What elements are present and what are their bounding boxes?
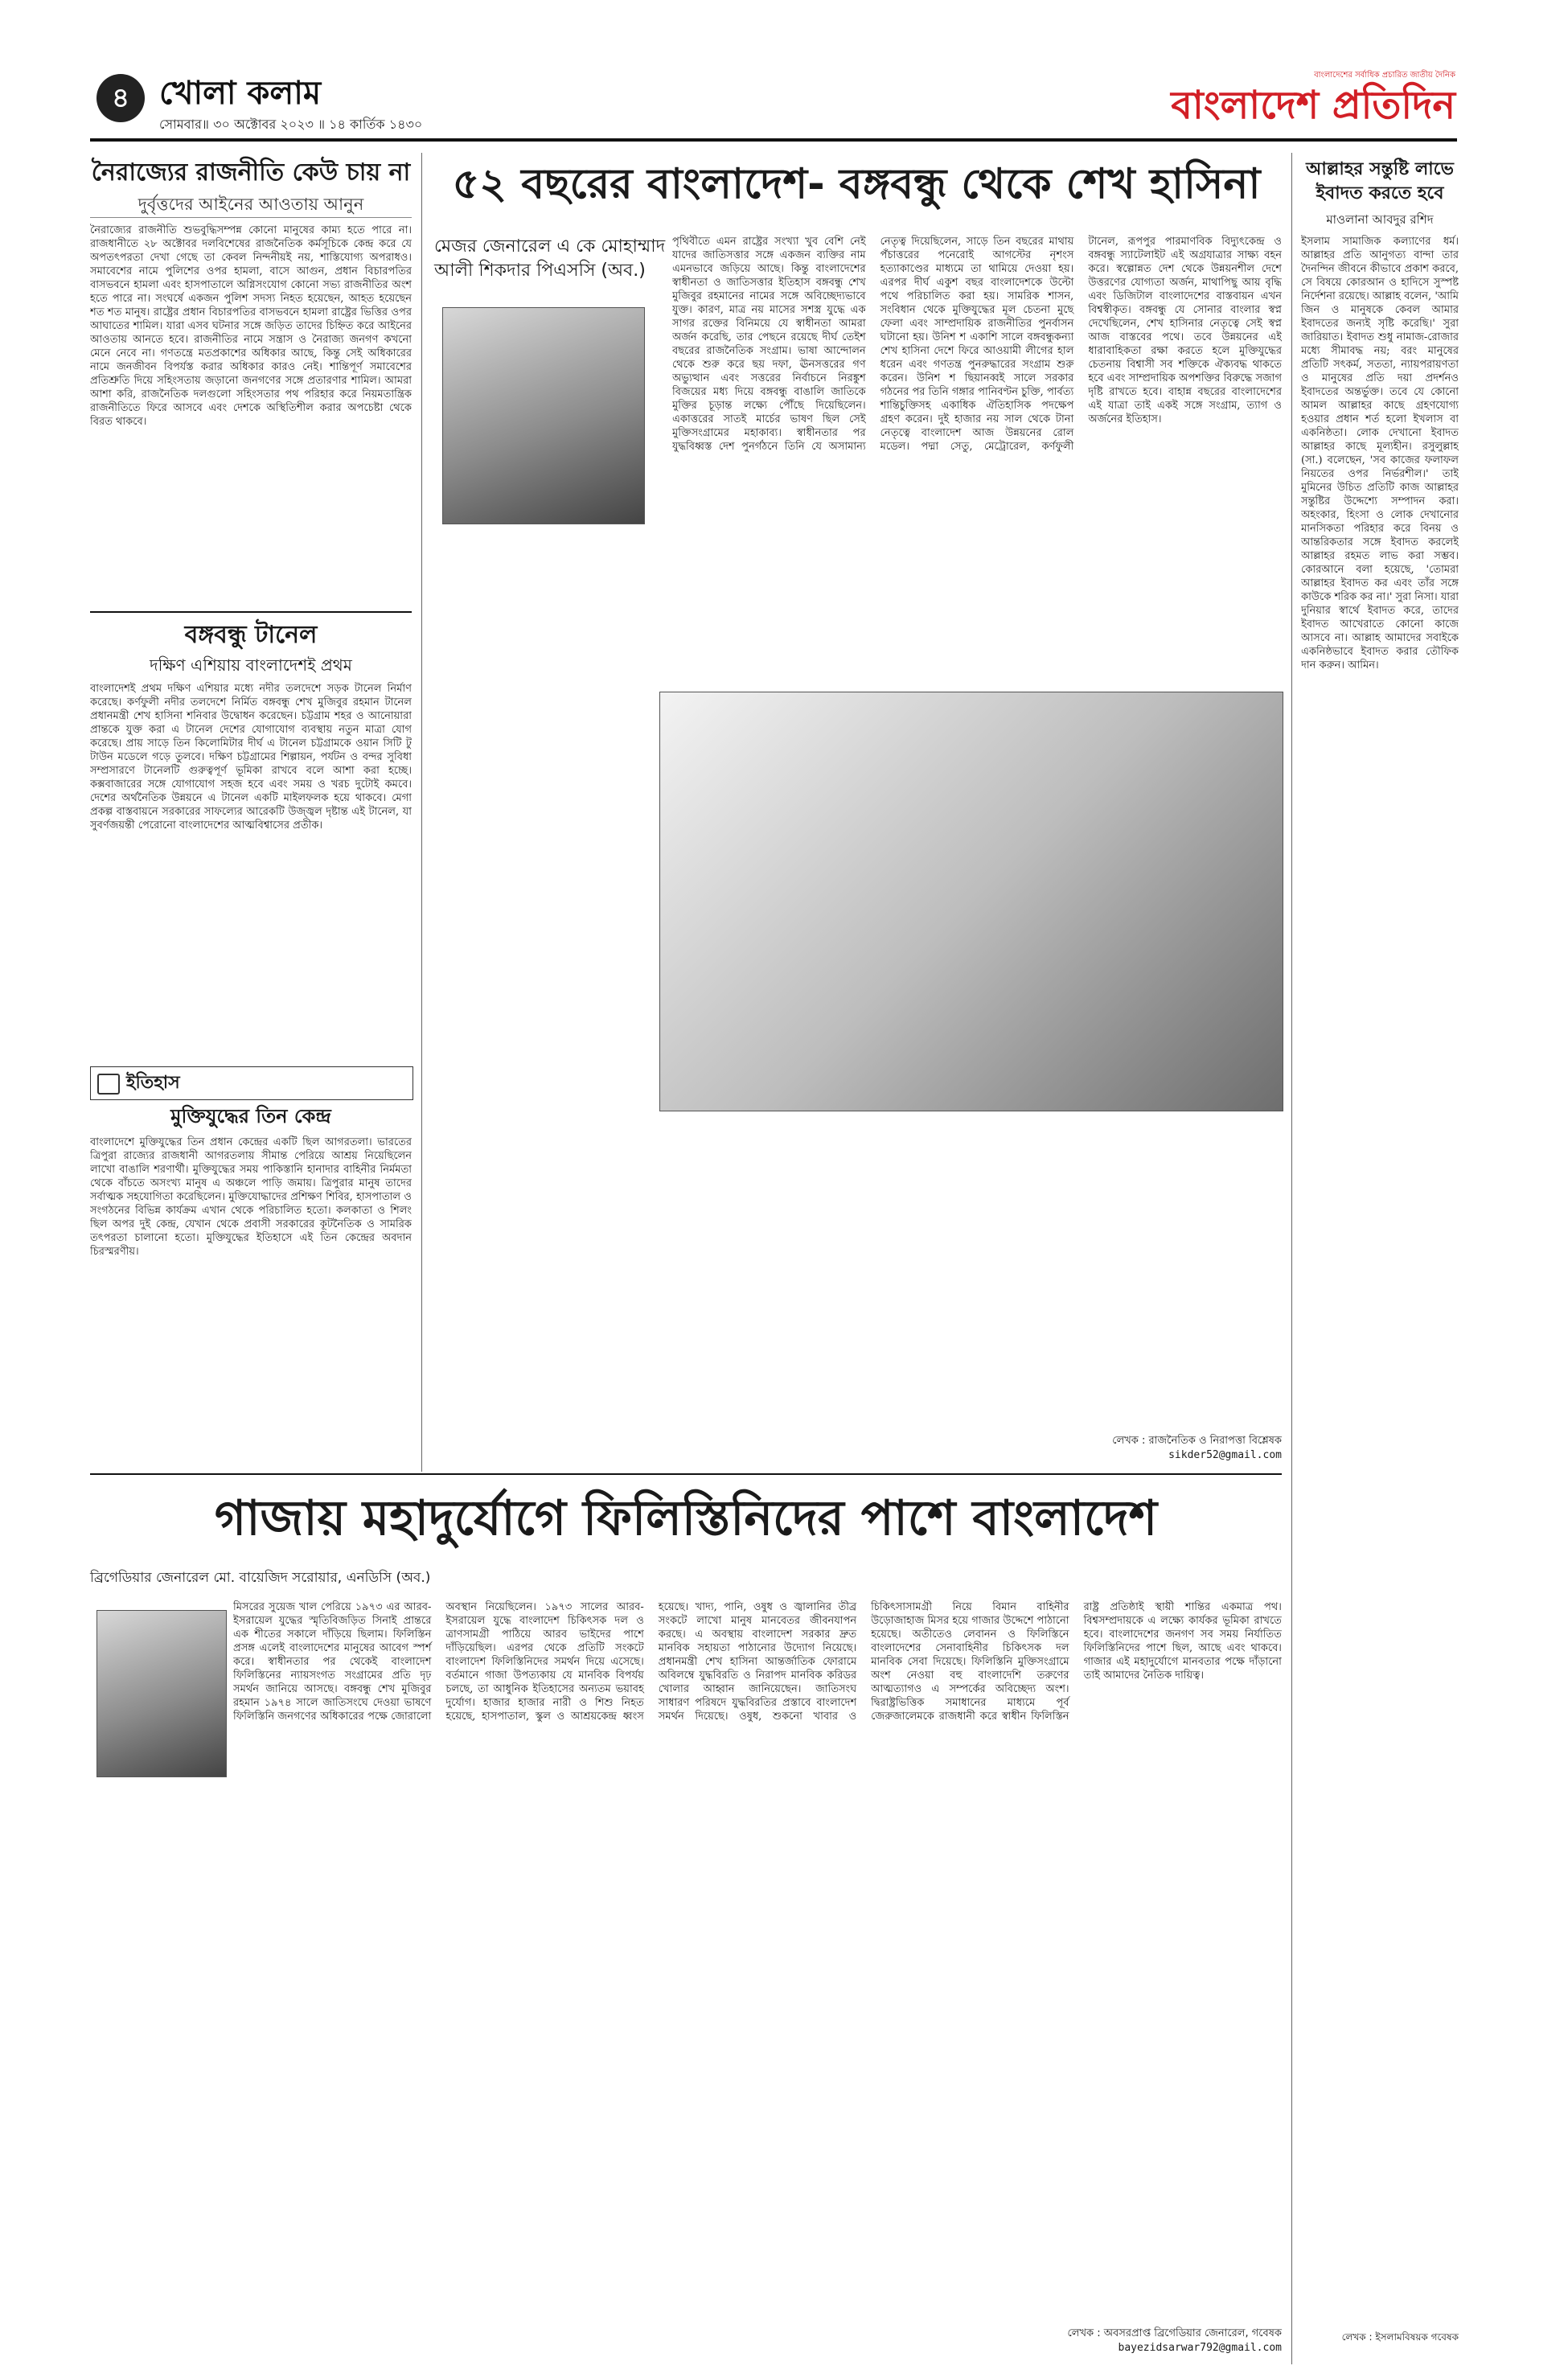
right-column-divider [1291, 153, 1292, 2364]
page-number: ৪ [111, 82, 130, 114]
right-footer: লেখক : ইসলামবিষয়ক গবেষক [1341, 2331, 1459, 2343]
history-label: ইতিহাস [126, 1073, 180, 1093]
masthead-logo: বাংলাদেশ প্রতিদিন [1171, 83, 1455, 128]
author-photo-second [96, 1610, 227, 1777]
second-article-body: মিসরের সুয়েজ খাল পেরিয়ে ১৯৭৩ এর আরব-ইসরায়েল যুদ্ধের স্মৃতিবিজড়িত সিনাই প্রান্তরে এক শীতের সকালে দাঁড়িয়ে ছিলাম। ফিলিস্তিন প্রসঙ্গ এলেই বাংলাদেশের মানুষের আবেগ স্পর্শ করে। স্বাধীনতার পর থেকেই বাংলাদেশ ফিলিস্তিনের ন্যায়সংগত সংগ্রামের প্রতি দৃঢ় সমর্থন জানিয়ে আসছে। বঙ্গবন্ধু শেখ মুজিবুর রহমান ১৯৭৪ সালে জাতিসংঘে দেওয়া ভাষণে ফিলিস্তিনি জনগণের অধিকারের পক্ষে জোরালো অবস্থান নিয়েছিলেন। ১৯৭৩ সালের আরব-ইসরায়েল যুদ্ধে বাংলাদেশ চিকিৎসক দল ও ত্রাণসামগ্রী পাঠিয়ে আরব ভাইদের পাশে দাঁড়িয়েছিল। এরপর থেকে প্রতিটি সংকটে বাংলাদেশ ফিলিস্তিনিদের সমর্থন দিয়ে এসেছে। বর্তমানে গাজা উপত্যকায় যে মানবিক বিপর্যয় চলছে, তা আধুনিক ইতিহাসের অন্যতম ভয়াবহ দুর্যোগ। হাজার হাজার নারী ও শিশু নিহত হয়েছে, হাসপাতাল, স্কুল ও আশ্রয়কেন্দ্র ধ্বংস হয়েছে। খাদ্য, পানি, ওষুধ ও জ্বালানির তীব্র সংকটে লাখো মানুষ মানবেতর জীবনযাপন করছে। এ অবস্থায় বাংলাদেশ সরকার দ্রুত মানবিক সহায়তা পাঠানোর উদ্যোগ নিয়েছে। প্রধানমন্ত্রী শেখ হাসিনা আন্তর্জাতিক ফোরামে অবিলম্বে যুদ্ধবিরতি ও নিরাপদ মানবিক করিডর খোলার আহ্বান জানিয়েছেন। জাতিসংঘ সাধারণ পরিষদে যুদ্ধবিরতির প্রস্তাবে বাংলাদেশ সমর্থন দিয়েছে। ওষুধ, শুকনো খাবার ও চিকিৎসাসামগ্রী নিয়ে বিমান বাহিনীর উড়োজাহাজ মিসর হয়ে গাজার উদ্দেশে পাঠানো হয়েছে। অতীতেও লেবানন ও ফিলিস্তিনে বাংলাদেশের সেনাবাহিনীর চিকিৎসক দল মানবিক সেবা দিয়েছে। ফিলিস্তিনি মুক্তিসংগ্রামে অংশ নেওয়া বহু বাংলাদেশি তরুণের আত্মত্যাগও এ সম্পর্কের অবিচ্ছেদ্য অংশ। দ্বিরাষ্ট্রভিত্তিক সমাধানের মাধ্যমে পূর্ব জেরুজালেমকে রাজধানী করে স্বাধীন ফিলিস্তিন রাষ্ট্র প্রতিষ্ঠাই স্থায়ী শান্তির একমাত্র পথ। বিশ্বসম্প্রদায়কে এ লক্ষ্যে কার্যকর ভূমিকা রাখতে হবে। বাংলাদেশের জনগণ সব সময় নির্যাতিত ফিলিস্তিনিদের পাশে ছিল, আছে এবং থাকবে। গাজার এই মহাদুর্যোগে মানবতার পক্ষে দাঁড়ানো তাই আমাদের নৈতিক দায়িত্ব। [233, 1601, 1282, 1723]
left-column-divider [421, 153, 422, 1472]
second-headline: গাজায় মহাদুর্যোগে ফিলিস্তিনিদের পাশে বাংলাদেশ [214, 1490, 1158, 1546]
date-line: সোমবার॥ ৩০ অক্টোবর ২০২৩ ॥ ১৪ কার্তিক ১৪৩০ [159, 117, 423, 132]
second-author: ব্রিগেডিয়ার জেনারেল মো. বায়েজিদ সরোয়ার, এনডিসি (অব.) [90, 1570, 431, 1586]
right-body: ইসলাম সামাজিক কল্যাণের ধর্ম। আল্লাহর প্রতি আনুগত্য বান্দা তার দৈনন্দিন জীবনে কীভাবে প্রকাশ করবে, সে বিষয়ে কোরআন ও হাদিসে সুস্পষ্ট নির্দেশনা রয়েছে। আল্লাহ বলেন, 'আমি জিন ও মানুষকে কেবল আমার ইবাদতের জন্যই সৃষ্টি করেছি।' সুরা জারিয়াত। ইবাদত শুধু নামাজ-রোজার মধ্যে সীমাবদ্ধ নয়; বরং মানুষের প্রতিটি সৎকর্ম, সততা, ন্যায়পরায়ণতা ও মানুষের প্রতি দয়া প্রদর্শনও ইবাদতের অন্তর্ভুক্ত। তবে যে কোনো আমল আল্লাহর কাছে গ্রহণযোগ্য হওয়ার প্রধান শর্ত হলো ইখলাস বা একনিষ্ঠতা। লোক দেখানো ইবাদত আল্লাহর কাছে মূল্যহীন। রসুলুল্লাহ (সা.) বলেছেন, 'সব কাজের ফলাফল নিয়তের ওপর নির্ভরশীল।' তাই মুমিনের উচিত প্রতিটি কাজ আল্লাহর সন্তুষ্টির উদ্দেশ্যে সম্পাদন করা। অহংকার, হিংসা ও লোক দেখানোর মানসিকতা পরিহার করে বিনয় ও আন্তরিকতার সঙ্গে ইবাদত করলেই আল্লাহর রহমত লাভ করা সম্ভব। কোরআনে বলা হয়েছে, 'তোমরা আল্লাহর ইবাদত কর এবং তাঁর সঙ্গে কাউকে শরিক কর না।' সুরা নিসা। যারা দুনিয়ার স্বার্থে ইবাদত করে, তাদের ইবাদত আখেরাতে কোনো কাজে আসবে না। আল্লাহ আমাদের সবাইকে একনিষ্ঠভাবে ইবাদত করার তৌফিক দান করুন। আমিন। [1301, 236, 1459, 672]
main-author: মেজর জেনারেল এ কে মোহাম্মাদ আলী শিকদার পিএসসি (অব.) [434, 236, 666, 281]
main-email: sikder52@gmail.com [1168, 1449, 1282, 1461]
second-email: bayezidsarwar792@gmail.com [1118, 2342, 1282, 2354]
header-rule [90, 138, 1457, 142]
second-byline-note: লেখক : অবসরপ্রাপ্ত ব্রিগেডিয়ার জেনারেল, গবেষক [1067, 2327, 1282, 2339]
main-article-body: পৃথিবীতে এমন রাষ্ট্রের সংখ্যা খুব বেশি নেই যাদের জাতিসত্তার সঙ্গে একজন ব্যক্তির নাম এমনভাবে জড়িয়ে আছে। কিন্তু বাংলাদেশের স্বাধীনতা ও জাতিসত্তার ইতিহাস বঙ্গবন্ধু শেখ মুজিবুর রহমানের নামের সঙ্গে অবিচ্ছেদ্যভাবে যুক্ত। কারণ, মাত্র নয় মাসের সশস্ত্র যুদ্ধে এক সাগর রক্তের বিনিময়ে যে স্বাধীনতা আমরা অর্জন করেছি, তার পেছনে রয়েছে দীর্ঘ তেইশ বছরের রাজনৈতিক সংগ্রাম। ভাষা আন্দোলন থেকে শুরু করে ছয় দফা, ঊনসত্তরের গণ অভ্যুত্থান এবং সত্তরের নির্বাচনে নিরঙ্কুশ বিজয়ের মধ্য দিয়ে বঙ্গবন্ধু বাঙালি জাতিকে মুক্তির চূড়ান্ত লক্ষ্যে পৌঁছে দিয়েছিলেন। একাত্তরের সাতই মার্চের ভাষণ ছিল সেই মুক্তিসংগ্রামের মহাকাব্য। স্বাধীনতার পর যুদ্ধবিধ্বস্ত দেশ পুনর্গঠনে তিনি যে অসামান্য নেতৃত্ব দিয়েছিলেন, সাড়ে তিন বছরের মাথায় পঁচাত্তরের পনেরোই আগস্টের নৃশংস হত্যাকাণ্ডের মাধ্যমে তা থামিয়ে দেওয়া হয়। এরপর দীর্ঘ একুশ বছর বাংলাদেশকে উল্টো পথে পরিচালিত করা হয়। সামরিক শাসন, সংবিধান থেকে মুক্তিযুদ্ধের মূল চেতনা মুছে ফেলা এবং সাম্প্রদায়িক রাজনীতির পুনর্বাসন ঘটানো হয়। উনিশ শ একাশি সালে বঙ্গবন্ধুকন্যা শেখ হাসিনা দেশে ফিরে আওয়ামী লীগের হাল ধরেন এবং গণতন্ত্র পুনরুদ্ধারের সংগ্রাম শুরু করেন। উনিশ শ ছিয়ানব্বই সালে সরকার গঠনের পর তিনি গঙ্গার পানিবণ্টন চুক্তি, পার্বত্য শান্তিচুক্তিসহ একাধিক ঐতিহাসিক পদক্ষেপ গ্রহণ করেন। দুই হাজার নয় সাল থেকে টানা নেতৃত্বে বাংলাদেশ আজ উন্নয়নের রোল মডেল। পদ্মা সেতু, মেট্রোরেল, কর্ণফুলী টানেল, রূপপুর পারমাণবিক বিদ্যুৎকেন্দ্র ও বঙ্গবন্ধু স্যাটেলাইট এই অগ্রযাত্রার সাক্ষ্য বহন করে। স্বল্পোন্নত দেশ থেকে উন্নয়নশীল দেশে উত্তরণের যোগ্যতা অর্জন, মাথাপিছু আয় বৃদ্ধি এবং ডিজিটাল বাংলাদেশের বাস্তবায়ন এখন বিশ্বস্বীকৃত। বঙ্গবন্ধু যে সোনার বাংলার স্বপ্ন দেখেছিলেন, শেখ হাসিনার নেতৃত্বে সেই স্বপ্ন আজ বাস্তবের পথে। তবে উন্নয়নের এই ধারাবাহিকতা রক্ষা করতে হলে মুক্তিযুদ্ধের চেতনায় বিশ্বাসী সব শক্তিকে ঐক্যবদ্ধ থাকতে হবে এবং সাম্প্রদায়িক অপশক্তির বিরুদ্ধে সজাগ দৃষ্টি রাখতে হবে। বাহান্ন বছরের বাংলাদেশের এই যাত্রা তাই একই সঙ্গে সংগ্রাম, ত্যাগ ও অর্জনের ইতিহাস। [672, 236, 1282, 453]
editorial-body: নৈরাজ্যের রাজনীতি শুভবুদ্ধিসম্পন্ন কোনো মানুষের কাম্য হতে পারে না। রাজধানীতে ২৮ অক্টোবর দলবিশেষের রাজনৈতিক কর্মসূচিকে কেন্দ্র করে যে অপতৎপরতা দেখা গেছে তা কেবল নিন্দনীয়ই নয়, শাস্তিযোগ্য অপরাধও। সমাবেশের নামে পুলিশের ওপর হামলা, বাসে আগুন, প্রধান বিচারপতির বাসভবনে হামলা এবং হাসপাতালে অগ্নিসংযোগ কোনো সভ্য রাজনীতির অংশ হতে পারে না। সংঘর্ষে একজন পুলিশ সদস্য নিহত হয়েছেন, আহত হয়েছেন শত শত মানুষ। রাষ্ট্রের প্রধান বিচারপতির বাসভবনে হামলা রাষ্ট্রের ভিত্তির ওপর আঘাতের শামিল। যারা এসব ঘটনার সঙ্গে জড়িত তাদের চিহ্নিত করে আইনের আওতায় আনতে হবে। রাজনীতির নামে সন্ত্রাস ও নৈরাজ্য জনগণ কখনো মেনে নেবে না। গণতন্ত্রে মতপ্রকাশের অধিকার আছে, কিন্তু সেই অধিকারের নামে জনজীবন বিপর্যস্ত করার অধিকার কারও নেই। শান্তিপূর্ণ সমাবেশের প্রতিশ্রুতি দিয়ে সহিংসতায় জড়ানো জনগণের সঙ্গে প্রতারণার শামিল। আমরা আশা করি, রাজনৈতিক দলগুলো সহিংসতার পথ পরিহার করে নিয়মতান্ত্রিক রাজনীতিতে ফিরে আসবে এবং দেশকে অস্থিতিশীল করার অপচেষ্টা থেকে বিরত থাকবে। [90, 224, 412, 428]
page-number-badge [96, 74, 145, 122]
second-article-rule [90, 1473, 1282, 1475]
editorial-subtitle: দুর্বৃত্তদের আইনের আওতায় আনুন [138, 195, 364, 214]
tunnel-body: বাংলাদেশই প্রথম দক্ষিণ এশিয়ার মধ্যে নদীর তলদেশে সড়ক টানেল নির্মাণ করেছে। কর্ণফুলী নদীর তলদেশে নির্মিত বঙ্গবন্ধু শেখ মুজিবুর রহমান টানেল প্রধানমন্ত্রী শেখ হাসিনা শনিবার উদ্বোধন করেছেন। চট্টগ্রাম শহর ও আনোয়ারা প্রান্তকে যুক্ত করা এ টানেল দেশের যোগাযোগ ব্যবস্থায় নতুন মাত্রা যোগ করেছে। প্রায় সাড়ে তিন কিলোমিটার দীর্ঘ এ টানেল চট্টগ্রামকে ওয়ান সিটি টু টাউন মডেলে গড়ে তুলবে। দক্ষিণ চট্টগ্রামের শিল্পায়ন, পর্যটন ও বন্দর সুবিধা সম্প্রসারণে টানেলটি গুরুত্বপূর্ণ ভূমিকা রাখবে বলে আশা করা হচ্ছে। কক্সবাজারের সঙ্গে যোগাযোগ সহজ হবে এবং সময় ও খরচ দুটোই কমবে। দেশের অর্থনৈতিক উন্নয়নে এ টানেল একটি মাইলফলক হয়ে থাকবে। মেগা প্রকল্প বাস্তবায়নে সরকারের সাফল্যের আরেকটি উজ্জ্বল দৃষ্টান্ত এই টানেল, যা সুবর্ণজয়ন্তী পেরোনো বাংলাদেশের আত্মবিশ্বাসের প্রতীক। [90, 683, 412, 832]
main-headline: ৫২ বছরের বাংলাদেশ- বঙ্গবন্ধু থেকে শেখ হাসিনা [452, 160, 1261, 208]
tunnel-top-rule [90, 611, 412, 613]
history-icon [97, 1074, 120, 1095]
history-body: বাংলাদেশে মুক্তিযুদ্ধের তিন প্রধান কেন্দ্রের একটি ছিল আগরতলা। ভারতের ত্রিপুরা রাজ্যের রাজধানী আগরতলায় সীমান্ত পেরিয়ে আশ্রয় নিয়েছিলেন লাখো বাঙালি শরণার্থী। মুক্তিযুদ্ধের সময় পাকিস্তানি হানাদার বাহিনীর নির্মমতা থেকে বাঁচতে অসংখ্য মানুষ এ অঞ্চলে পাড়ি জমায়। ত্রিপুরার মানুষ তাদের সর্বাত্মক সহযোগিতা করেছিলেন। মুক্তিযোদ্ধাদের প্রশিক্ষণ শিবির, হাসপাতাল ও সংগঠনের বিভিন্ন কার্যক্রম এখান থেকে পরিচালিত হতো। কলকাতা ও শিলং ছিল অপর দুই কেন্দ্র, যেখান থেকে প্রবাসী সরকারের কূটনৈতিক ও সামরিক তৎপরতা চালানো হতো। মুক্তিযুদ্ধের ইতিহাসে এই তিন কেন্দ্রের অবদান চিরস্মরণীয়। [90, 1136, 412, 1258]
main-feature-photo [659, 692, 1283, 1111]
tunnel-title: বঙ্গবন্ধু টানেল [184, 621, 318, 649]
right-author: মাওলানা আবদুর রশিদ [1326, 212, 1434, 227]
editorial-subtitle-rule [90, 217, 412, 218]
right-title: আল্লাহর সন্তুষ্টি লাভে ইবাদত করতে হবে [1306, 159, 1454, 203]
author-photo-main [442, 307, 645, 524]
main-byline-note: লেখক : রাজনৈতিক ও নিরাপত্তা বিশ্লেষক [1112, 1435, 1282, 1447]
masthead-tagline: বাংলাদেশের সর্বাধিক প্রচারিত জাতীয় দৈনিক [1314, 71, 1455, 80]
tunnel-subtitle: দক্ষিণ এশিয়ায় বাংলাদেশই প্রথম [150, 655, 352, 675]
section-title: খোলা কলাম [159, 75, 322, 112]
editorial-title: নৈরাজ্যের রাজনীতি কেউ চায় না [91, 158, 411, 187]
history-title: মুক্তিযুদ্ধের তিন কেন্দ্র [170, 1105, 331, 1127]
history-box [90, 1066, 413, 1100]
